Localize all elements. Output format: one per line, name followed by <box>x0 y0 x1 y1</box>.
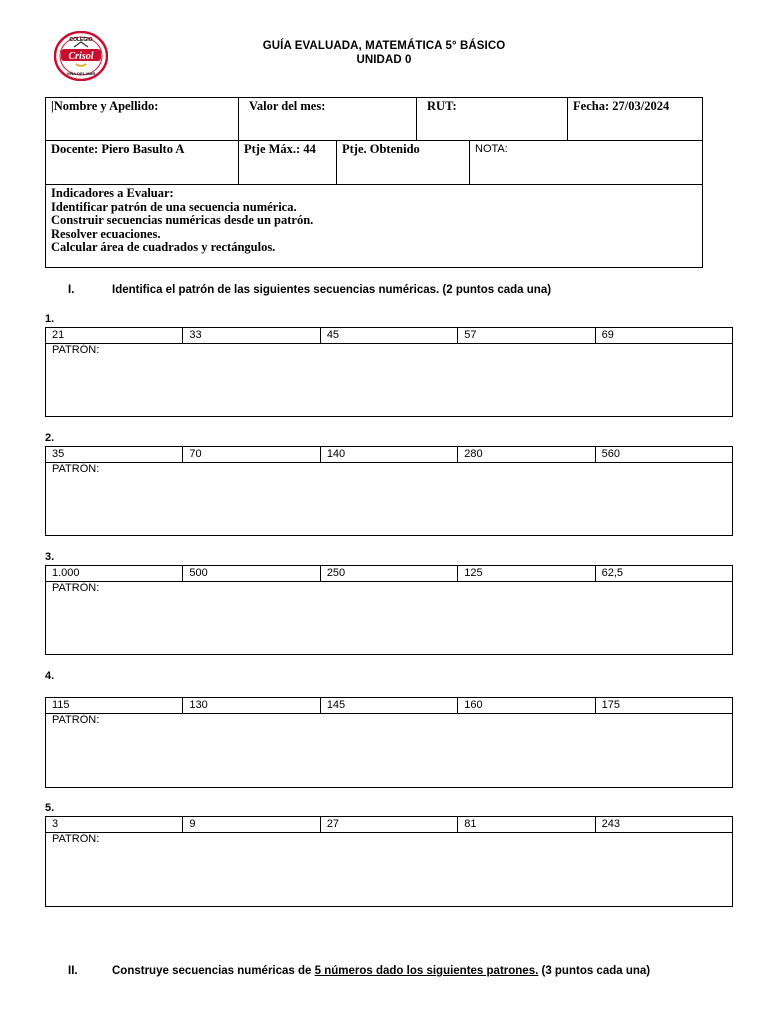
sequence-cell: 27 <box>321 817 458 832</box>
pattern-answer-area[interactable]: PATRÓN: <box>52 344 100 356</box>
sequence-cell: 125 <box>458 566 595 581</box>
sequence-4-box <box>45 697 733 788</box>
sequence-cell: 500 <box>183 566 320 581</box>
sequence-1-label: 1. <box>45 313 55 325</box>
section-1-heading <box>68 284 551 296</box>
teacher-field: Docente: Piero Basulto A <box>46 141 239 185</box>
sequence-cell: 57 <box>458 328 595 343</box>
svg-text:Crisol: Crisol <box>68 51 94 62</box>
section-2-heading <box>68 965 650 977</box>
section-2-text: Construye secuencias numéricas de <box>112 965 315 977</box>
sequence-2-box <box>45 446 733 536</box>
sequence-1-box <box>45 327 733 417</box>
sequence-cell: 243 <box>601 818 620 830</box>
date-field: Fecha: 27/03/2024 <box>568 98 703 141</box>
sequence-row <box>46 817 732 833</box>
sequence-cell: 62,5 <box>601 567 624 579</box>
indicators-box <box>46 185 703 268</box>
sequence-row <box>46 566 732 582</box>
sequence-cell: 175 <box>601 699 620 711</box>
indicator-item: Resolver ecuaciones. <box>51 226 161 241</box>
sequence-3-box <box>45 565 733 655</box>
name-field[interactable]: |Nombre y Apellido: <box>46 98 239 141</box>
sequence-cell: 69 <box>601 329 614 341</box>
page-title: GUÍA EVALUADA, MATEMÁTICA 5° BÁSICO <box>262 40 506 52</box>
sequence-row <box>46 698 732 714</box>
max-score-field: Ptje Máx.: 44 <box>239 141 337 185</box>
sequence-cell: 145 <box>321 698 458 713</box>
sequence-cell: 250 <box>321 566 458 581</box>
sequence-cell: 45 <box>321 328 458 343</box>
pattern-answer-area[interactable]: PATRÓN: <box>52 582 100 594</box>
sequence-4-label: 4. <box>45 670 55 682</box>
section-2-points: (3 puntos cada una) <box>538 965 651 977</box>
sequence-cell: 280 <box>458 447 595 462</box>
sequence-cell: 115 <box>46 698 183 713</box>
section-2-underlined-text: 5 números dado los siguientes patrones. <box>314 965 539 977</box>
sequence-row <box>46 447 732 463</box>
section-1-number: I. <box>68 284 75 296</box>
svg-text:VIÑA DEL MAR: VIÑA DEL MAR <box>66 71 96 76</box>
month-value-field[interactable]: Valor del mes: <box>239 98 417 141</box>
grade-field[interactable]: NOTA: <box>470 141 703 185</box>
sequence-cell: 9 <box>183 817 320 832</box>
pattern-answer-area[interactable]: PATRÓN: <box>52 714 100 726</box>
sequence-cell: 560 <box>601 448 620 460</box>
sequence-cell: 140 <box>321 447 458 462</box>
section-1-text: Identifica el patrón de las siguientes secuencias numéricas. (2 puntos cada una) <box>112 284 552 296</box>
sequence-cell: 70 <box>183 447 320 462</box>
pattern-answer-area[interactable]: PATRÓN: <box>52 463 100 475</box>
pattern-answer-area[interactable]: PATRÓN: <box>52 833 100 845</box>
sequence-cell: 81 <box>458 817 595 832</box>
rut-field[interactable]: RUT: <box>417 98 568 141</box>
indicator-item: Construir secuencias numéricas desde un patrón. <box>51 213 314 227</box>
indicators-heading: Indicadores a Evaluar: <box>51 186 174 200</box>
indicator-item: Calcular área de cuadrados y rectángulos. <box>51 240 276 254</box>
section-2-number: II. <box>68 965 78 977</box>
sequence-cell: 160 <box>458 698 595 713</box>
sequence-3-label: 3. <box>45 551 55 563</box>
sequence-5-label: 5. <box>45 802 55 814</box>
page-subtitle: UNIDAD 0 <box>356 54 412 66</box>
student-info-table <box>45 97 703 268</box>
sequence-cell: 130 <box>183 698 320 713</box>
sequence-row <box>46 328 732 344</box>
svg-text:COLEGIO: COLEGIO <box>69 37 93 43</box>
obtained-score-field[interactable]: Ptje. Obtenido <box>337 141 470 185</box>
sequence-cell: 21 <box>46 328 183 343</box>
sequence-cell: 35 <box>46 447 183 462</box>
sequence-cell: 3 <box>46 817 183 832</box>
indicator-item: Identificar patrón de una secuencia numérica. <box>51 199 297 214</box>
sequence-cell: 1.000 <box>46 566 183 581</box>
sequence-5-box <box>45 816 733 907</box>
sequence-cell: 33 <box>183 328 320 343</box>
sequence-2-label: 2. <box>45 432 55 444</box>
